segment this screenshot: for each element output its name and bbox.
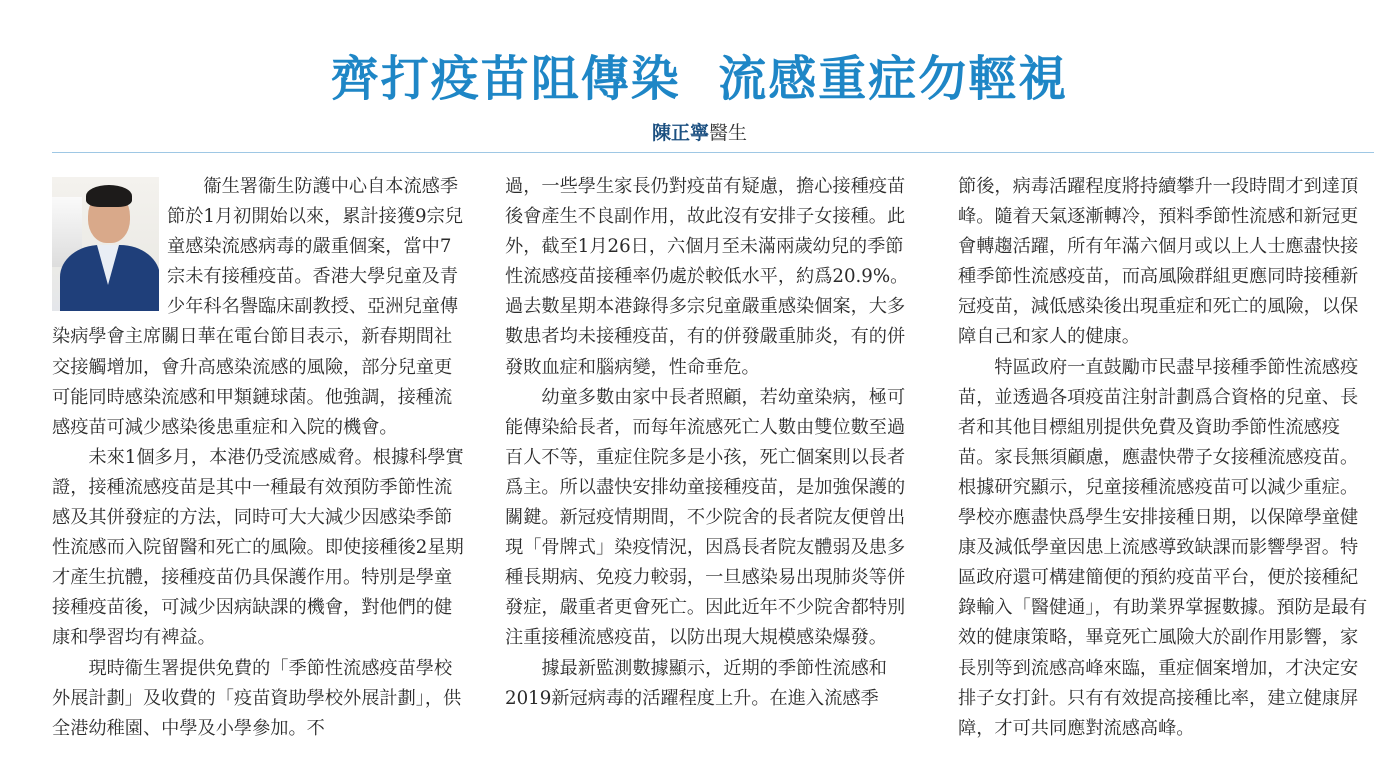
- paragraph: 特區政府一直鼓勵市民盡早接種季節性流感疫苗，並透過各項疫苗注射計劃爲合資格的兒童、長者和其他目標組別提供免費及資助季節性流感疫苗。家長無須顧慮，應盡快帶子女接種流感疫苗。根據研究顯示，兒童接種流感疫苗可以減少重症。學校亦應盡快爲學生安排接種日期，以保障學童健康及減低學童因患上流感導致缺課而影響學習。特區政府還可構建簡便的預約疫苗平台，便於接種紀錄輸入「醫健通」，有助業界掌握數據。預防是最有效的健康策略，畢竟死亡風險大於副作用影響，家長別等到流感高峰來臨，重症個案增加，才決定安排子女打針。只有有效提高接種比率，建立健康屏障，才可共同應對流感高峰。: [958, 356, 1368, 739]
- article-column-2: [505, 172, 921, 714]
- paragraph: 幼童多數由家中長者照顧，若幼童染病，極可能傳染給長者，而每年流感死亡人數由雙位數至過百人不等，重症住院多是小孩，死亡個案則以長者爲主。所以盡快安排幼童接種疫苗，是加強保護的關鍵。新冠疫情期間，不少院舍的長者院友便曾出現「骨牌式」染疫情況，因爲長者院友體弱及患多種長期病、免疫力較弱，一旦感染易出現肺炎等併發症，嚴重者更會死亡。因此近年不少院舍都特別注重接種流感疫苗，以防出現大規模感染爆發。: [505, 386, 906, 649]
- paragraph: 節後，病毒活躍程度將持續攀升一段時間才到達頂峰。隨着天氣逐漸轉冷，預料季節性流感和新冠更會轉趨活躍，所有年滿六個月或以上人士應盡快接種季節性流感疫苗，而高風險群組更應同時接種新冠疫苗，減低感染後出現重症和死亡的風險，以保障自己和家人的健康。: [958, 176, 1359, 348]
- article-column-3: [958, 172, 1374, 744]
- article-title: 齊打疫苗阻傳染 流感重症勿輕視: [330, 51, 1069, 107]
- author-name: 陳正寧: [651, 122, 709, 144]
- paragraph: 據最新監測數據顯示，近期的季節性流感和2019新冠病毒的活躍程度上升。在進入流感季: [505, 657, 887, 709]
- author-photo: [52, 177, 159, 311]
- author-title: 醫生: [709, 122, 748, 144]
- paragraph: 現時衞生署提供免費的「季節性流感疫苗學校外展計劃」及收費的「疫苗資助學校外展計劃」，供全港幼稚園、中學及小學參加。不: [52, 657, 462, 739]
- byline: [0, 118, 1399, 145]
- paragraph: 未來1個多月，本港仍受流感威脅。根據科學實證，接種流感疫苗是其中一種最有效預防季節性流感及其併發症的方法，同時可大大減少因感染季節性流感而入院留醫和死亡的風險。即使接種後2星期才產生抗體，接種疫苗仍具保護作用。特別是學童接種疫苗後，可減少因病缺課的機會，對他們的健康和學習均有裨益。: [52, 446, 464, 649]
- title-divider: [52, 152, 1374, 153]
- paragraph: 衞生署衞生防護中心自本流感季節於1月初開始以來，累計接獲9宗兒童感染流感病毒的嚴重個案，當中7宗未有接種疫苗。香港大學兒童及青少年科名譽臨床副教授、亞洲兒童傳染病學會主席關日華在電台節目表示，新春期間社交接觸增加，會升高感染流感的風險，部分兒童更可能同時感染流感和甲類鏈球菌。他強調，接種流感疫苗可減少感染後患重症和入院的機會。: [52, 176, 463, 438]
- paragraph: 過，一些學生家長仍對疫苗有疑慮，擔心接種疫苗後會產生不良副作用，故此沒有安排子女接種。此外，截至1月26日，六個月至未滿兩歲幼兒的季節性流感疫苗接種率仍處於較低水平，約爲20.9%。過去數星期本港錄得多宗兒童嚴重感染個案，大多數患者均未接種疫苗，有的併發嚴重肺炎，有的併發敗血症和腦病變，性命垂危。: [505, 176, 909, 378]
- article-column-1: [52, 172, 468, 744]
